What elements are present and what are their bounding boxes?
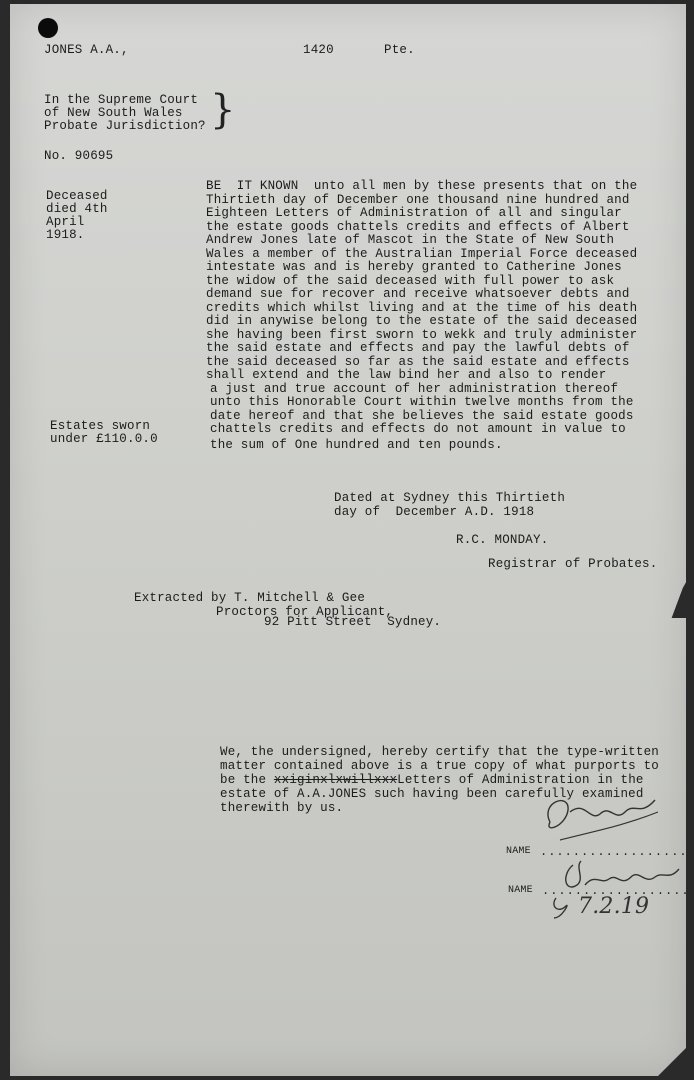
name-label-1: NAME — [506, 846, 531, 857]
signature-line-1: .................. — [540, 845, 688, 859]
handwritten-initial — [548, 892, 578, 922]
certify-line-3-pre: be the — [220, 773, 274, 787]
name-label-2: NAME — [508, 885, 533, 896]
certify-line-2: matter contained above is a true copy of what purports to — [220, 759, 659, 773]
body-line-1: BE IT KNOWN unto all men by these presents that on the — [206, 179, 638, 193]
body-line-15: shall extend and the law bind her and also to render — [206, 368, 607, 382]
extracted-line-2: Proctors for Applicant, — [216, 605, 394, 619]
court-line-3: Probate Jurisdiction? — [44, 119, 206, 133]
body-line-13: the said estate and effects and pay the lawful debts of — [206, 341, 630, 355]
dated-line-1: Dated at Sydney this Thirtieth — [334, 491, 566, 505]
body-line-12: she having been first sworn to wekk and truly administer — [206, 327, 638, 342]
body-line-17: unto this Honorable Court within twelve months from the — [210, 395, 634, 409]
certify-line-1: We, the undersigned, hereby certify that the type-written — [220, 745, 659, 759]
body-line-10: credits which whilst living and at the time of his death — [206, 300, 638, 315]
body-line-9: demand sue for recover and receive whatsoever debts and — [206, 287, 630, 301]
punch-hole — [38, 18, 58, 38]
body-line-8: the widow of the said deceased with full power to ask — [206, 273, 615, 288]
header-name: JONES A.A., — [44, 43, 129, 57]
deceased-line-2: died 4th — [46, 202, 108, 216]
estate-line-1: Estates sworn — [50, 419, 151, 433]
certify-line-4: estate of A.A.JONES such having been carefully examined — [220, 787, 644, 801]
body-line-20: the sum of One hundred and ten pounds. — [210, 438, 503, 452]
signature-1 — [530, 782, 670, 852]
registrar-name: R.C. MONDAY. — [456, 533, 549, 547]
registrar-title: Registrar of Probates. — [488, 557, 658, 571]
deceased-line-3: April — [46, 215, 85, 229]
deceased-line-1: Deceased — [46, 189, 108, 203]
estate-line-2: under £110.0.0 — [50, 432, 158, 446]
body-line-16: a just and true account of her administration thereof — [210, 381, 619, 396]
court-line-2: of New South Wales — [44, 106, 183, 120]
body-line-18: date hereof and that she believes the said estate goods — [210, 408, 634, 423]
case-number: No. 90695 — [44, 149, 114, 163]
extracted-line-1: Extracted by T. Mitchell & Gee — [134, 591, 366, 605]
body-line-4: the estate goods chattels credits and effects of Albert — [206, 219, 630, 234]
body-line-11: did in anywise belong to the estate of the said deceased — [206, 314, 638, 328]
signature-line-2: .................. — [542, 884, 690, 898]
body-line-14: the said deceased so far as the said estate and effects — [206, 354, 630, 369]
body-line-7: intestate was and is hereby granted to Catherine Jones — [206, 260, 622, 274]
struck-out-text: xxiginxlxwillxxx — [273, 773, 398, 787]
court-brace: } — [210, 87, 236, 133]
header-rank: Pte. — [384, 43, 415, 57]
header-number: 1420 — [303, 43, 334, 57]
handwritten-date: 7.2.19 — [578, 894, 650, 919]
body-line-3: Eighteen Letters of Administration of all and singular — [206, 206, 622, 220]
certify-line-5: therewith by us. — [220, 801, 344, 815]
body-line-2: Thirtieth day of December one thousand nine hundred and — [206, 192, 630, 207]
body-line-19: chattels credits and effects do not amount in value to — [210, 422, 626, 436]
body-line-5: Andrew Jones late of Mascot in the State of New South — [206, 233, 615, 247]
deceased-line-4: 1918. — [46, 228, 85, 242]
court-line-1: In the Supreme Court — [44, 93, 199, 107]
dated-line-2: day of December A.D. 1918 — [334, 505, 535, 519]
certify-line-3-post: Letters of Administration in the — [397, 773, 644, 787]
body-line-6: Wales a member of the Australian Imperial Force deceased — [206, 246, 638, 261]
extracted-line-3: 92 Pitt Street Sydney. — [264, 615, 442, 629]
